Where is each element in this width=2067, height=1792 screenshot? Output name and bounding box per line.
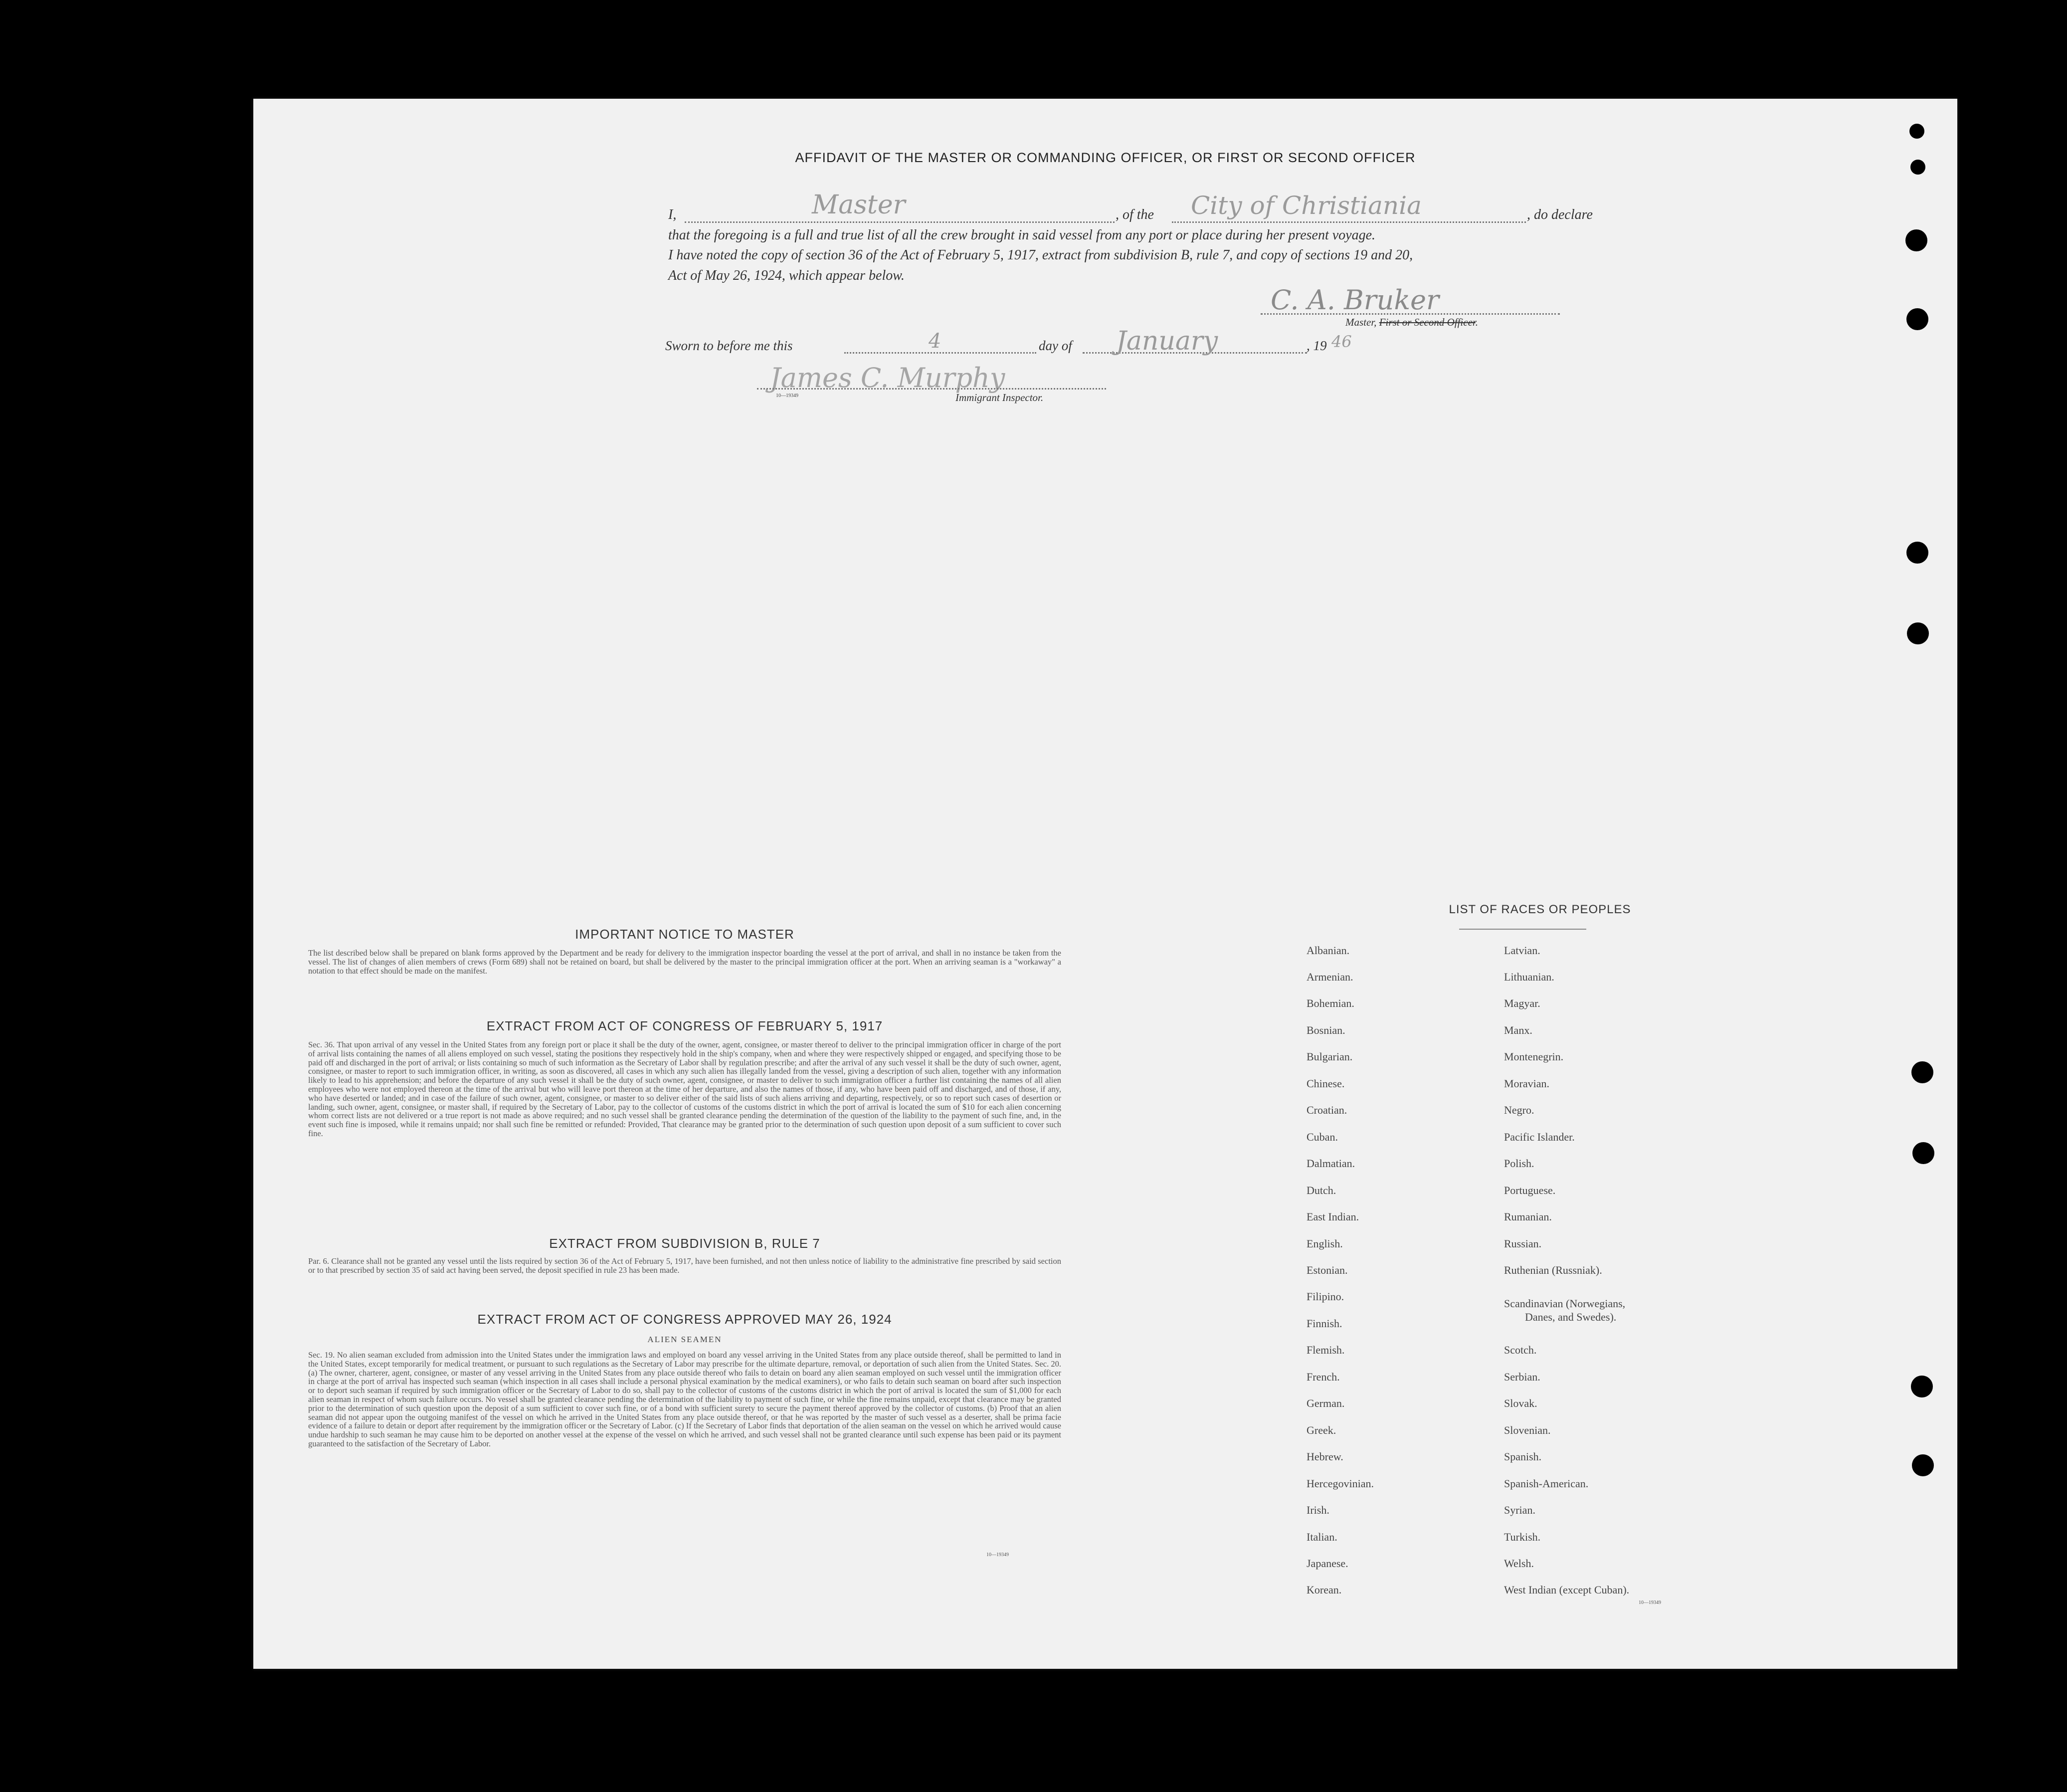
day-handwritten: 4 [929,330,941,353]
race-item: Dalmatian. [1307,1157,1355,1170]
race-item: Serbian. [1504,1371,1540,1383]
race-item: Pacific Islander. [1504,1131,1575,1143]
race-item: Portuguese. [1504,1184,1556,1196]
document-page [253,99,1957,1669]
race-item: Bohemian. [1307,997,1354,1009]
extract-1924-title: EXTRACT FROM ACT OF CONGRESS APPROVED MAY 26, 1924 [477,1312,892,1327]
race-item: Bulgarian. [1307,1050,1353,1063]
race-item: Finnish. [1307,1317,1342,1330]
punch-hole [1911,1376,1933,1397]
race-item: Slovak. [1504,1397,1537,1409]
race-item: Magyar. [1504,997,1540,1009]
race-item: German. [1307,1397,1345,1409]
race-item: Welsh. [1504,1557,1534,1570]
race-item: Spanish. [1504,1450,1542,1463]
punch-hole [1906,542,1928,564]
races-title-rule [1459,929,1586,930]
race-item: Cuban. [1307,1131,1338,1143]
affidavit-line-4: Act of May 26, 1924, which appear below. [668,268,905,283]
extract-1917-text: Sec. 36. That upon arrival of any vessel in the United States from any foreign port or place it shall be the duty of the owner, agent, consignee, or master thereof to deliver to the principal immigration officer in charge of the port of arrival lists containing the names of all aliens employed on such vessel, stating the positions they respectively hold in the ship's company, when and where they were respectively shipped or engaged, and specifying those to be paid off and discharged in the port of arrival; or lists containing so much of such information as the Secretary of Labor shall by regulation prescribe; and after the arrival of any such vessel it shall be the duty of such owner, agent, consignee, or master to report to such immigration officer, in writing, as soon as discovered, all cases in which any such alien has illegally landed from the vessel, giving a description of such alien, together with any information likely to lead to his apprehension; and before the departure of any such vessel it shall be the duty of such owner, agent, consignee, or master to deliver to such immigration officer a further list containing the names of all alien employees who were not employed thereon at the time of the arrival but who will leave port thereon at the time of her departure, and also the names of those, if any, who have been paid off and discharged, and of those, if any, who have deserted or landed; and in case of the failure of such owner, agent, consignee, or master to so deliver either of the said lists of such aliens arriving and departing, respectively, or so to report such cases of desertion or landing, such owner, agent, consignee, or master shall, if required by the Secretary of Labor, pay to the collector of customs of the customs district in which the port of arrival is located the sum of $10 for each alien concerning whom correct lists are not delivered or a true report is not made as above required; and no such vessel shall be granted clearance pending the determination of the question of the liability to the payment of such fine, and, in the event such fine is imposed, while it remains unpaid; nor shall such fine be remitted or refunded: Provided, That clearance may be granted prior to the determination of such question upon deposit of a sum sufficient to cover such fine. [308,1040,1061,1138]
notice-title: IMPORTANT NOTICE TO MASTER [575,927,794,942]
race-item: French. [1307,1371,1340,1383]
race-item: Korean. [1307,1584,1342,1596]
vessel-name-handwritten: City of Christiania [1191,191,1422,220]
race-item: Filipino. [1307,1290,1344,1303]
extract-rule7-title: EXTRACT FROM SUBDIVISION B, RULE 7 [549,1236,820,1251]
race-item: Greek. [1307,1424,1336,1436]
affidavit-i-label: I, [668,207,677,222]
punch-hole [1907,622,1929,644]
master-caption [1345,316,1478,329]
race-item: Negro. [1504,1104,1534,1116]
race-item: East Indian. [1307,1210,1359,1223]
punch-hole [1905,229,1927,251]
races-form-number: 10—19349 [1639,1600,1661,1605]
master-caption-struck: First or Second Officer [1379,316,1476,328]
affidavit-line-2: that the foregoing is a full and true list of all the crew brought in said vessel from any port or place during her present voyage. [668,227,1376,243]
race-item: Slovenian. [1504,1424,1551,1436]
race-item: Albanian. [1307,944,1350,957]
punch-hole [1909,124,1924,139]
inspector-signature: James C. Murphy [770,362,1005,394]
race-item: Syrian. [1504,1504,1535,1516]
vessel-fill-line [1172,221,1526,223]
year-prefix: , 19 [1307,338,1327,353]
race-item: Japanese. [1307,1557,1348,1570]
affidavit-title: AFFIDAVIT OF THE MASTER OR COMMANDING OFFICER, OR FIRST OR SECOND OFFICER [795,150,1416,165]
extract-1924-subtitle: ALIEN SEAMEN [647,1335,722,1344]
race-item: Moravian. [1504,1077,1550,1090]
race-item: Dutch. [1307,1184,1336,1196]
race-item: Bosnian. [1307,1024,1345,1036]
race-item: Spanish-American. [1504,1477,1589,1490]
extract-form-number: 10—19349 [986,1552,1009,1558]
inspector-line [757,388,1106,390]
of-the-label: , of the [1116,207,1154,222]
race-item: Croatian. [1307,1104,1347,1116]
race-item: Flemish. [1307,1344,1345,1356]
punch-hole [1912,1454,1934,1476]
race-item: English. [1307,1237,1343,1250]
race-item: Chinese. [1307,1077,1345,1090]
race-item: Polish. [1504,1157,1534,1170]
extract-1924-text: Sec. 19. No alien seaman excluded from admission into the United States under the immigration laws and employed on board any vessel arriving in the United States from any place outside thereof, shall be permitted to land in the United States, except temporarily for medical treatment, or pursuant to such regulations as the Secretary of Labor may prescribe for the ultimate departure, removal, or deportation of such alien from the United States. Sec. 20. (a) The owner, charterer, agent, consignee, or master of any vessel arriving in the United States from any place outside thereof who fails to detain on board any alien seaman employed on such vessel until the immigration officer in charge at the port of arrival has inspected such seaman (which inspection in all cases shall include a personal physical examination by the medical examiners), or who fails to detain such seaman on board after such inspection or to deport such seaman if required by such immigration officer or the Secretary of Labor to do so, shall pay to the collector of customs of the customs district in which the port of arrival is located the sum of $1,000 for each alien seaman in respect of whom such failure occurs. No vessel shall be granted clearance pending the determination of the liability to payment of such fine, or while the fine remains unpaid, except that clearance may be granted prior to the determination of such question upon the deposit of a sum sufficient to cover such fine, or of a bond with sufficient surety to secure the payment thereof approved by the collector of customs. (b) Proof that an alien seaman did not appear upon the outgoing manifest of the vessel on which he arrived in the United States from any place outside thereof, or that he was reported by the master of such vessel as a deserter, shall be prima facie evidence of a failure to detain or deport after requirement by the immigration officer or the Secretary of Labor. (c) If the Secretary of Labor finds that deportation of the alien seaman on the vessel on which he arrived would cause undue hardship to such seaman he may cause him to be deported on another vessel at the expense of the vessel on which he arrived, and such vessel shall not be granted clearance until such expense has been paid or its payment guaranteed to the satisfaction of the Secretary of Labor. [308,1351,1061,1448]
race-item: Latvian. [1504,944,1540,957]
master-caption-prefix: Master, [1345,316,1379,328]
inspector-caption: Immigrant Inspector. [955,392,1044,403]
month-handwritten: January [1116,326,1218,356]
punch-hole [1906,308,1928,330]
do-declare-label: , do declare [1527,207,1593,222]
notice-text: The list described below shall be prepared on blank forms approved by the Department and be ready for delivery to the immigration inspector boarding the vessel at the port of arrival, and shall in no instance be taken from the vessel. The list of changes of alien members of crews (Form 689) shall not be retained on board, but shall be delivered by the master to the principal immigration officer at the port. When an arriving seaman is a "workaway" a notation to that effect should be made on the manifest. [308,949,1061,976]
punch-hole [1911,1061,1933,1083]
race-item: Manx. [1504,1024,1532,1036]
extract-rule7-text: Par. 6. Clearance shall not be granted any vessel until the lists required by section 36 of the Act of February 5, 1917, have been furnished, and not then unless notice of liability to the administrative fine prescribed by said section or to that prescribed by section 35 of said act having been served, the deposit specified in rule 23 has been made. [308,1257,1061,1275]
sworn-label: Sworn to before me this [665,338,793,353]
signature-line [1261,313,1560,315]
race-item: Irish. [1307,1504,1329,1516]
race-item: Turkish. [1504,1531,1541,1543]
extract-1917-title: EXTRACT FROM ACT OF CONGRESS OF FEBRUARY 5, 1917 [486,1018,883,1033]
year-handwritten: 46 [1331,332,1352,351]
master-name-handwritten: Master [812,190,906,220]
races-title: LIST OF RACES OR PEOPLES [1449,903,1631,916]
race-item: Armenian. [1307,971,1353,983]
race-item: West Indian (except Cuban). [1504,1584,1630,1596]
master-signature: C. A. Bruker [1271,284,1439,316]
race-item: Danes, and Swedes). [1525,1311,1617,1323]
affidavit-line-3: I have noted the copy of section 36 of the Act of February 5, 1917, extract from subdivision B, rule 7, and copy of sections 19 and 20, [668,247,1413,263]
race-item: Montenegrin. [1504,1050,1564,1063]
day-of-label: day of [1039,338,1072,353]
race-item: Hercegovinian. [1307,1477,1374,1490]
punch-hole [1912,1142,1934,1164]
master-caption-suffix: . [1475,316,1478,328]
affidavit-form-number: 10—19349 [776,393,798,398]
race-item: Rumanian. [1504,1210,1552,1223]
race-item: Hebrew. [1307,1450,1343,1463]
race-item: Scotch. [1504,1344,1537,1356]
race-item: Estonian. [1307,1264,1348,1276]
race-item: Italian. [1307,1531,1337,1543]
race-item: Lithuanian. [1504,971,1554,983]
name-fill-line [685,221,1115,223]
race-item: Ruthenian (Russniak). [1504,1264,1602,1276]
race-item: Scandinavian (Norwegians, [1504,1297,1626,1310]
race-item: Russian. [1504,1237,1542,1250]
